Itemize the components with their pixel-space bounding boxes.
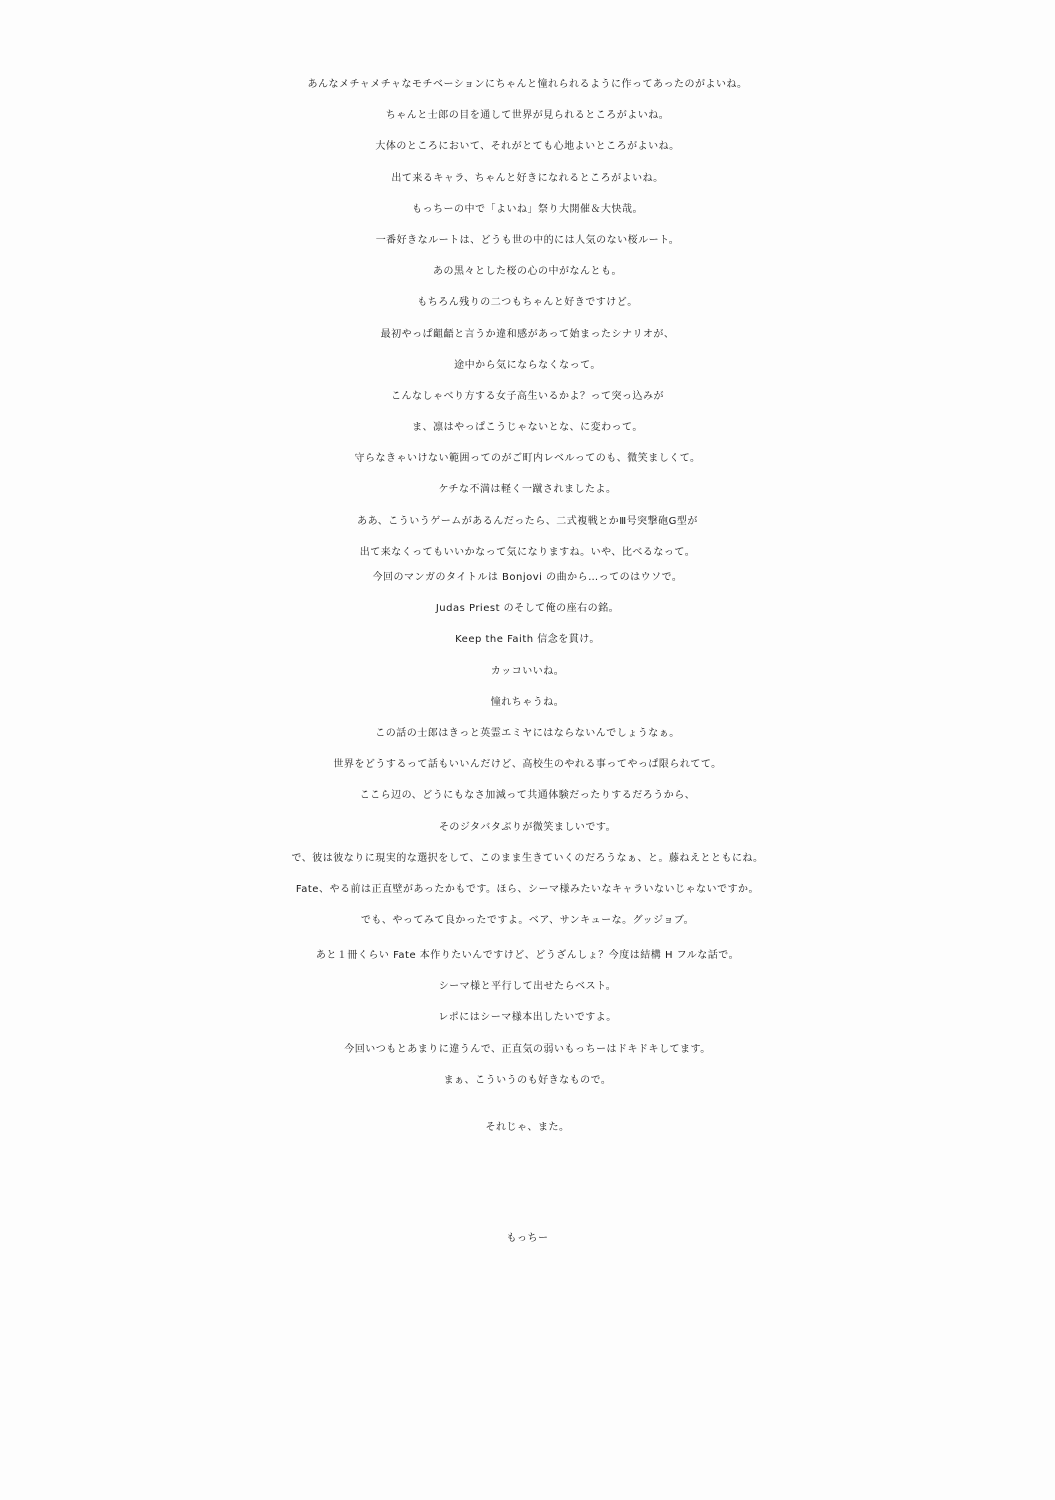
text-line: でも、やってみて良かったですよ。ベア、サンキューな。グッジョブ。	[360, 915, 695, 927]
text-line: この話の士郎はきっと英霊エミヤにはならないんでしょうなぁ。	[375, 727, 680, 739]
text-line: カッコいいね。	[490, 665, 565, 677]
text-line: ああ、こういうゲームがあるんだったら、二式複戦とかⅢ号突撃砲G型が	[357, 515, 698, 527]
paragraph-game-impressions	[0, 69, 1055, 568]
text-line: 最初やっぱ齟齬と言うか違和感があって始まったシナリオが、	[380, 328, 675, 340]
paragraph-farewell	[0, 1112, 1055, 1143]
text-line: 憧れちゃうね。	[490, 696, 565, 708]
text-line: そのジタバタぶりが微笑ましいです。	[438, 821, 617, 833]
text-line: それじゃ、また。	[485, 1122, 570, 1133]
text-line: あと１冊くらい Fate 本作りたいんですけど、どうざんしょ？今度は結構 H フルな話で。	[315, 950, 740, 961]
author-signature	[0, 1223, 1055, 1254]
text-line: ちゃんと士郎の目を通して世界が見られるところがよいね。	[385, 110, 670, 122]
text-line: 一番好きなルートは、どうも世の中的には人気のない桜ルート。	[375, 234, 680, 246]
text-line: あの黒々とした桜の心の中がなんとも。	[433, 266, 622, 278]
paragraph-manga-title	[0, 562, 1055, 936]
signature-text: もっちー	[506, 1233, 549, 1244]
text-line: 今回のマンガのタイトルは Bonjovi の曲から…ってのはウソで。	[372, 572, 683, 583]
text-line: レポにはシーマ様本出したいですよ。	[438, 1012, 617, 1024]
text-line: Judas Priest のそして俺の座右の銘。	[435, 603, 620, 615]
paragraph-next-book	[0, 940, 1055, 1096]
text-line: 途中から気にならなくなって。	[454, 359, 601, 371]
text-line: 守らなきゃいけない範囲ってのがご町内レベルってのも、微笑ましくて。	[354, 453, 701, 465]
text-line: 今回いつもとあまりに違うんで、正直気の弱いもっちーはドキドキしてます。	[344, 1043, 711, 1055]
text-line: まぁ、こういうのも好きなもので。	[443, 1074, 612, 1086]
text-line: Fate、やる前は正直壁があったかもです。ほら、シーマ様みたいなキャラいないじゃないですか。	[295, 883, 760, 895]
text-line: もっちーの中で「よいね」祭り大開催＆大快哉。	[412, 203, 643, 215]
text-line: 出て来るキャラ、ちゃんと好きになれるところがよいね。	[391, 172, 664, 184]
text-line: 大体のところにおいて、それがとても心地よいところがよいね。	[375, 141, 680, 153]
text-line: ま、凛はやっぱこうじゃないとな、に変わって。	[412, 422, 643, 434]
text-line: あんなメチャメチャなモチベーションにちゃんと憧れられるように作ってあったのがよいね。	[307, 79, 748, 90]
text-line: シーマ様と平行して出せたらベスト。	[438, 981, 617, 993]
text-line: ケチな不満は軽く一蹴されましたよ。	[438, 484, 617, 496]
text-line: こんなしゃべり方する女子高生いるかよ？って突っ込みが	[391, 390, 664, 402]
text-line: Keep the Faith 信念を貫け。	[455, 634, 600, 646]
text-line: ここら辺の、どうにもなさ加減って共通体験だったりするだろうから、	[359, 790, 696, 802]
text-line: 世界をどうするって話もいいんだけど、高校生のやれる事ってやっぱ限られてて。	[333, 759, 722, 771]
text-line: もちろん残りの二つもちゃんと好きですけど。	[417, 297, 638, 309]
text-line: 出て来なくってもいいかなって気になりますね。いや、比べるなって。	[359, 546, 696, 558]
text-line: で、彼は彼なりに現実的な選択をして、このまま生きていくのだろうなぁ、と。藤ねえとともにね。	[291, 852, 764, 864]
